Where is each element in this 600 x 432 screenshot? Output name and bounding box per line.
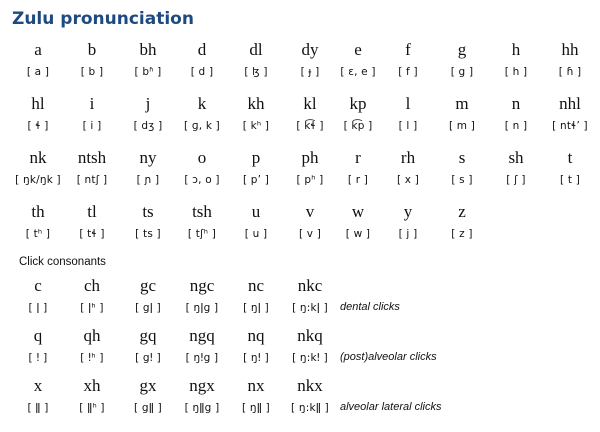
click-row-note: dental clicks [340, 301, 400, 313]
letter: ngc [189, 276, 215, 295]
letter: dl [249, 40, 263, 59]
ipa-transcription: [ ǁ ] [27, 402, 49, 414]
letter: qh [83, 326, 101, 345]
letter: nkq [297, 326, 323, 345]
letter: nc [247, 276, 265, 295]
click-cell [10, 376, 66, 415]
ipa-transcription: [ ŋǀg ] [185, 302, 219, 314]
ipa-transcription: [ ɦ ] [558, 66, 582, 78]
letter: gx [139, 376, 157, 395]
ipa-transcription: [ ts ] [135, 228, 161, 240]
letter-cell [228, 94, 284, 133]
ipa-transcription: [ ǀʰ ] [80, 302, 104, 314]
click-cell [120, 376, 176, 415]
letter-cell [120, 40, 176, 79]
ipa-transcription: [ w ] [345, 228, 371, 240]
letter: o [197, 148, 207, 167]
letter: kp [349, 94, 367, 113]
letter: hl [31, 94, 45, 113]
click-section-label: Click consonants [19, 256, 106, 268]
letter: nkc [297, 276, 323, 295]
letter: s [458, 148, 466, 167]
ipa-transcription: [ ɔ, o ] [184, 174, 220, 186]
ipa-transcription: [ ʃ ] [506, 174, 526, 186]
ipa-transcription: [ ɡ, k ] [184, 120, 220, 132]
ipa-transcription: [ x ] [396, 174, 420, 186]
click-cell [282, 276, 338, 315]
letter: l [405, 94, 411, 113]
letter: x [33, 376, 43, 395]
letter-cell [380, 202, 436, 241]
letter-cell [542, 40, 598, 79]
ipa-transcription: [ r ] [347, 174, 369, 186]
letter-cell [330, 94, 386, 133]
letter-cell [228, 202, 284, 241]
ipa-transcription: [ n ] [504, 120, 528, 132]
letter: a [34, 40, 42, 59]
ipa-transcription: [ ŋǀ ] [243, 302, 269, 314]
ipa-transcription: [ k͡p ] [343, 120, 373, 132]
letter-cell [228, 40, 284, 79]
letter: rh [400, 148, 416, 167]
ipa-transcription: [ ŋ:kǁ ] [291, 402, 329, 414]
letter-cell [120, 94, 176, 133]
letter-cell [488, 148, 544, 187]
letter: tsh [192, 202, 212, 221]
letter: t [567, 148, 573, 167]
letter-cell [120, 202, 176, 241]
ipa-transcription: [ g ] [450, 66, 474, 78]
letter: g [457, 40, 467, 59]
letter: kl [303, 94, 317, 113]
ipa-transcription: [ ŋ:kǃ ] [292, 352, 328, 364]
click-cell [282, 376, 338, 415]
click-cell [228, 326, 284, 365]
letter-cell [174, 202, 230, 241]
ipa-transcription: [ f ] [398, 66, 418, 78]
letter-cell [64, 94, 120, 133]
letter: r [355, 148, 361, 167]
ipa-transcription: [ bʱ ] [134, 66, 162, 78]
letter: b [87, 40, 97, 59]
letter: n [511, 94, 521, 113]
ipa-transcription: [ pʰ ] [296, 174, 324, 186]
ipa-transcription: [ l ] [398, 120, 418, 132]
letter: m [455, 94, 469, 113]
letter: w [351, 202, 365, 221]
ipa-transcription: [ t ] [560, 174, 580, 186]
ipa-transcription: [ m ] [448, 120, 476, 132]
click-cell [64, 326, 120, 365]
ipa-transcription: [ ŋk/ŋk ] [15, 174, 61, 186]
letter: ntsh [77, 148, 107, 167]
letter: sh [508, 148, 524, 167]
click-cell [174, 326, 230, 365]
letter: k [197, 94, 207, 113]
ipa-transcription: [ gǁ ] [134, 402, 162, 414]
letter: ts [142, 202, 154, 221]
letter: f [405, 40, 411, 59]
letter-cell [120, 148, 176, 187]
letter: tl [87, 202, 97, 221]
letter: h [511, 40, 521, 59]
ipa-transcription: [ pʼ ] [242, 174, 270, 186]
letter: nx [247, 376, 265, 395]
ipa-transcription: [ ɟ ] [300, 66, 320, 78]
letter-cell [330, 202, 386, 241]
letter: z [458, 202, 466, 221]
letter: ngx [189, 376, 215, 395]
click-cell [120, 326, 176, 365]
letter: j [145, 94, 151, 113]
letter-cell [380, 40, 436, 79]
ipa-transcription: [ ŋǁg ] [184, 402, 220, 414]
ipa-transcription: [ dʒ ] [133, 120, 163, 132]
ipa-transcription: [ ǃʰ ] [80, 352, 104, 364]
click-cell [282, 326, 338, 365]
letter: th [31, 202, 45, 221]
ipa-transcription: [ kʰ ] [242, 120, 270, 132]
ipa-transcription: [ ntɬʼ ] [552, 120, 588, 132]
letter-cell [434, 40, 490, 79]
letter: i [89, 94, 95, 113]
letter: nq [247, 326, 265, 345]
ipa-transcription: [ z ] [451, 228, 473, 240]
letter-cell [542, 94, 598, 133]
ipa-transcription: [ ŋǃg ] [185, 352, 219, 364]
letter: xh [83, 376, 101, 395]
letter-cell [174, 40, 230, 79]
letter: nk [29, 148, 47, 167]
ipa-transcription: [ ŋǁ ] [242, 402, 270, 414]
letter: nkx [297, 376, 323, 395]
ipa-transcription: [ ɲ ] [136, 174, 160, 186]
letter: c [34, 276, 42, 295]
ipa-transcription: [ u ] [244, 228, 268, 240]
ipa-transcription: [ ŋǃ ] [243, 352, 269, 364]
ipa-transcription: [ ɛ, e ] [340, 66, 376, 78]
ipa-transcription: [ tʰ ] [25, 228, 51, 240]
ipa-transcription: [ ǀ ] [28, 302, 48, 314]
letter: dy [301, 40, 319, 59]
ipa-transcription: [ ǃ ] [28, 352, 48, 364]
letter-cell [64, 40, 120, 79]
ipa-transcription: [ i ] [82, 120, 102, 132]
ipa-transcription: [ j ] [398, 228, 418, 240]
ipa-transcription: [ ɮ ] [244, 66, 268, 78]
click-cell [228, 376, 284, 415]
click-cell [10, 326, 66, 365]
letter-cell [542, 148, 598, 187]
letter-cell [64, 202, 120, 241]
ipa-transcription: [ b ] [80, 66, 104, 78]
ipa-transcription: [ ǁʰ ] [79, 402, 105, 414]
letter: q [33, 326, 43, 345]
letter-cell [330, 148, 386, 187]
letter: ch [83, 276, 101, 295]
letter: gc [139, 276, 157, 295]
letter: e [354, 40, 362, 59]
letter: bh [139, 40, 157, 59]
ipa-transcription: [ v ] [298, 228, 322, 240]
letter-cell [380, 148, 436, 187]
letter: kh [247, 94, 265, 113]
letter-cell [434, 202, 490, 241]
letter: ny [139, 148, 157, 167]
letter-cell [330, 40, 386, 79]
letter-cell [10, 94, 66, 133]
ipa-transcription: [ gǀ ] [135, 302, 161, 314]
letter: ph [301, 148, 319, 167]
click-row-note: (post)alveolar clicks [340, 351, 437, 363]
ipa-transcription: [ tɬ ] [79, 228, 105, 240]
ipa-transcription: [ s ] [451, 174, 473, 186]
letter-cell [10, 202, 66, 241]
letter-cell [10, 40, 66, 79]
ipa-transcription: [ d ] [190, 66, 214, 78]
letter-cell [488, 94, 544, 133]
ipa-transcription: [ a ] [26, 66, 50, 78]
letter: v [305, 202, 315, 221]
letter: p [251, 148, 261, 167]
letter: d [197, 40, 207, 59]
letter: u [251, 202, 261, 221]
letter: gq [139, 326, 157, 345]
letter: nhl [559, 94, 581, 113]
letter: y [403, 202, 413, 221]
ipa-transcription: [ k͡ɬ ] [296, 120, 324, 132]
click-cell [64, 276, 120, 315]
ipa-transcription: [ h ] [504, 66, 528, 78]
letter-cell [434, 94, 490, 133]
page-title: Zulu pronunciation [12, 9, 194, 29]
ipa-transcription: [ ŋ:kǀ ] [292, 302, 328, 314]
click-cell [174, 276, 230, 315]
letter-cell [10, 148, 66, 187]
click-cell [120, 276, 176, 315]
letter-cell [174, 94, 230, 133]
letter: ngq [189, 326, 215, 345]
letter-cell [434, 148, 490, 187]
letter-cell [64, 148, 120, 187]
letter-cell [380, 94, 436, 133]
click-cell [174, 376, 230, 415]
letter-cell [174, 148, 230, 187]
click-row-note: alveolar lateral clicks [340, 401, 442, 413]
click-cell [10, 276, 66, 315]
ipa-transcription: [ ɬ ] [27, 120, 49, 132]
ipa-transcription: [ ntʃ ] [76, 174, 108, 186]
click-cell [64, 376, 120, 415]
ipa-transcription: [ tʃʰ ] [187, 228, 217, 240]
click-cell [228, 276, 284, 315]
letter-cell [228, 148, 284, 187]
letter: hh [561, 40, 579, 59]
ipa-transcription: [ gǃ ] [135, 352, 161, 364]
letter-cell [488, 40, 544, 79]
